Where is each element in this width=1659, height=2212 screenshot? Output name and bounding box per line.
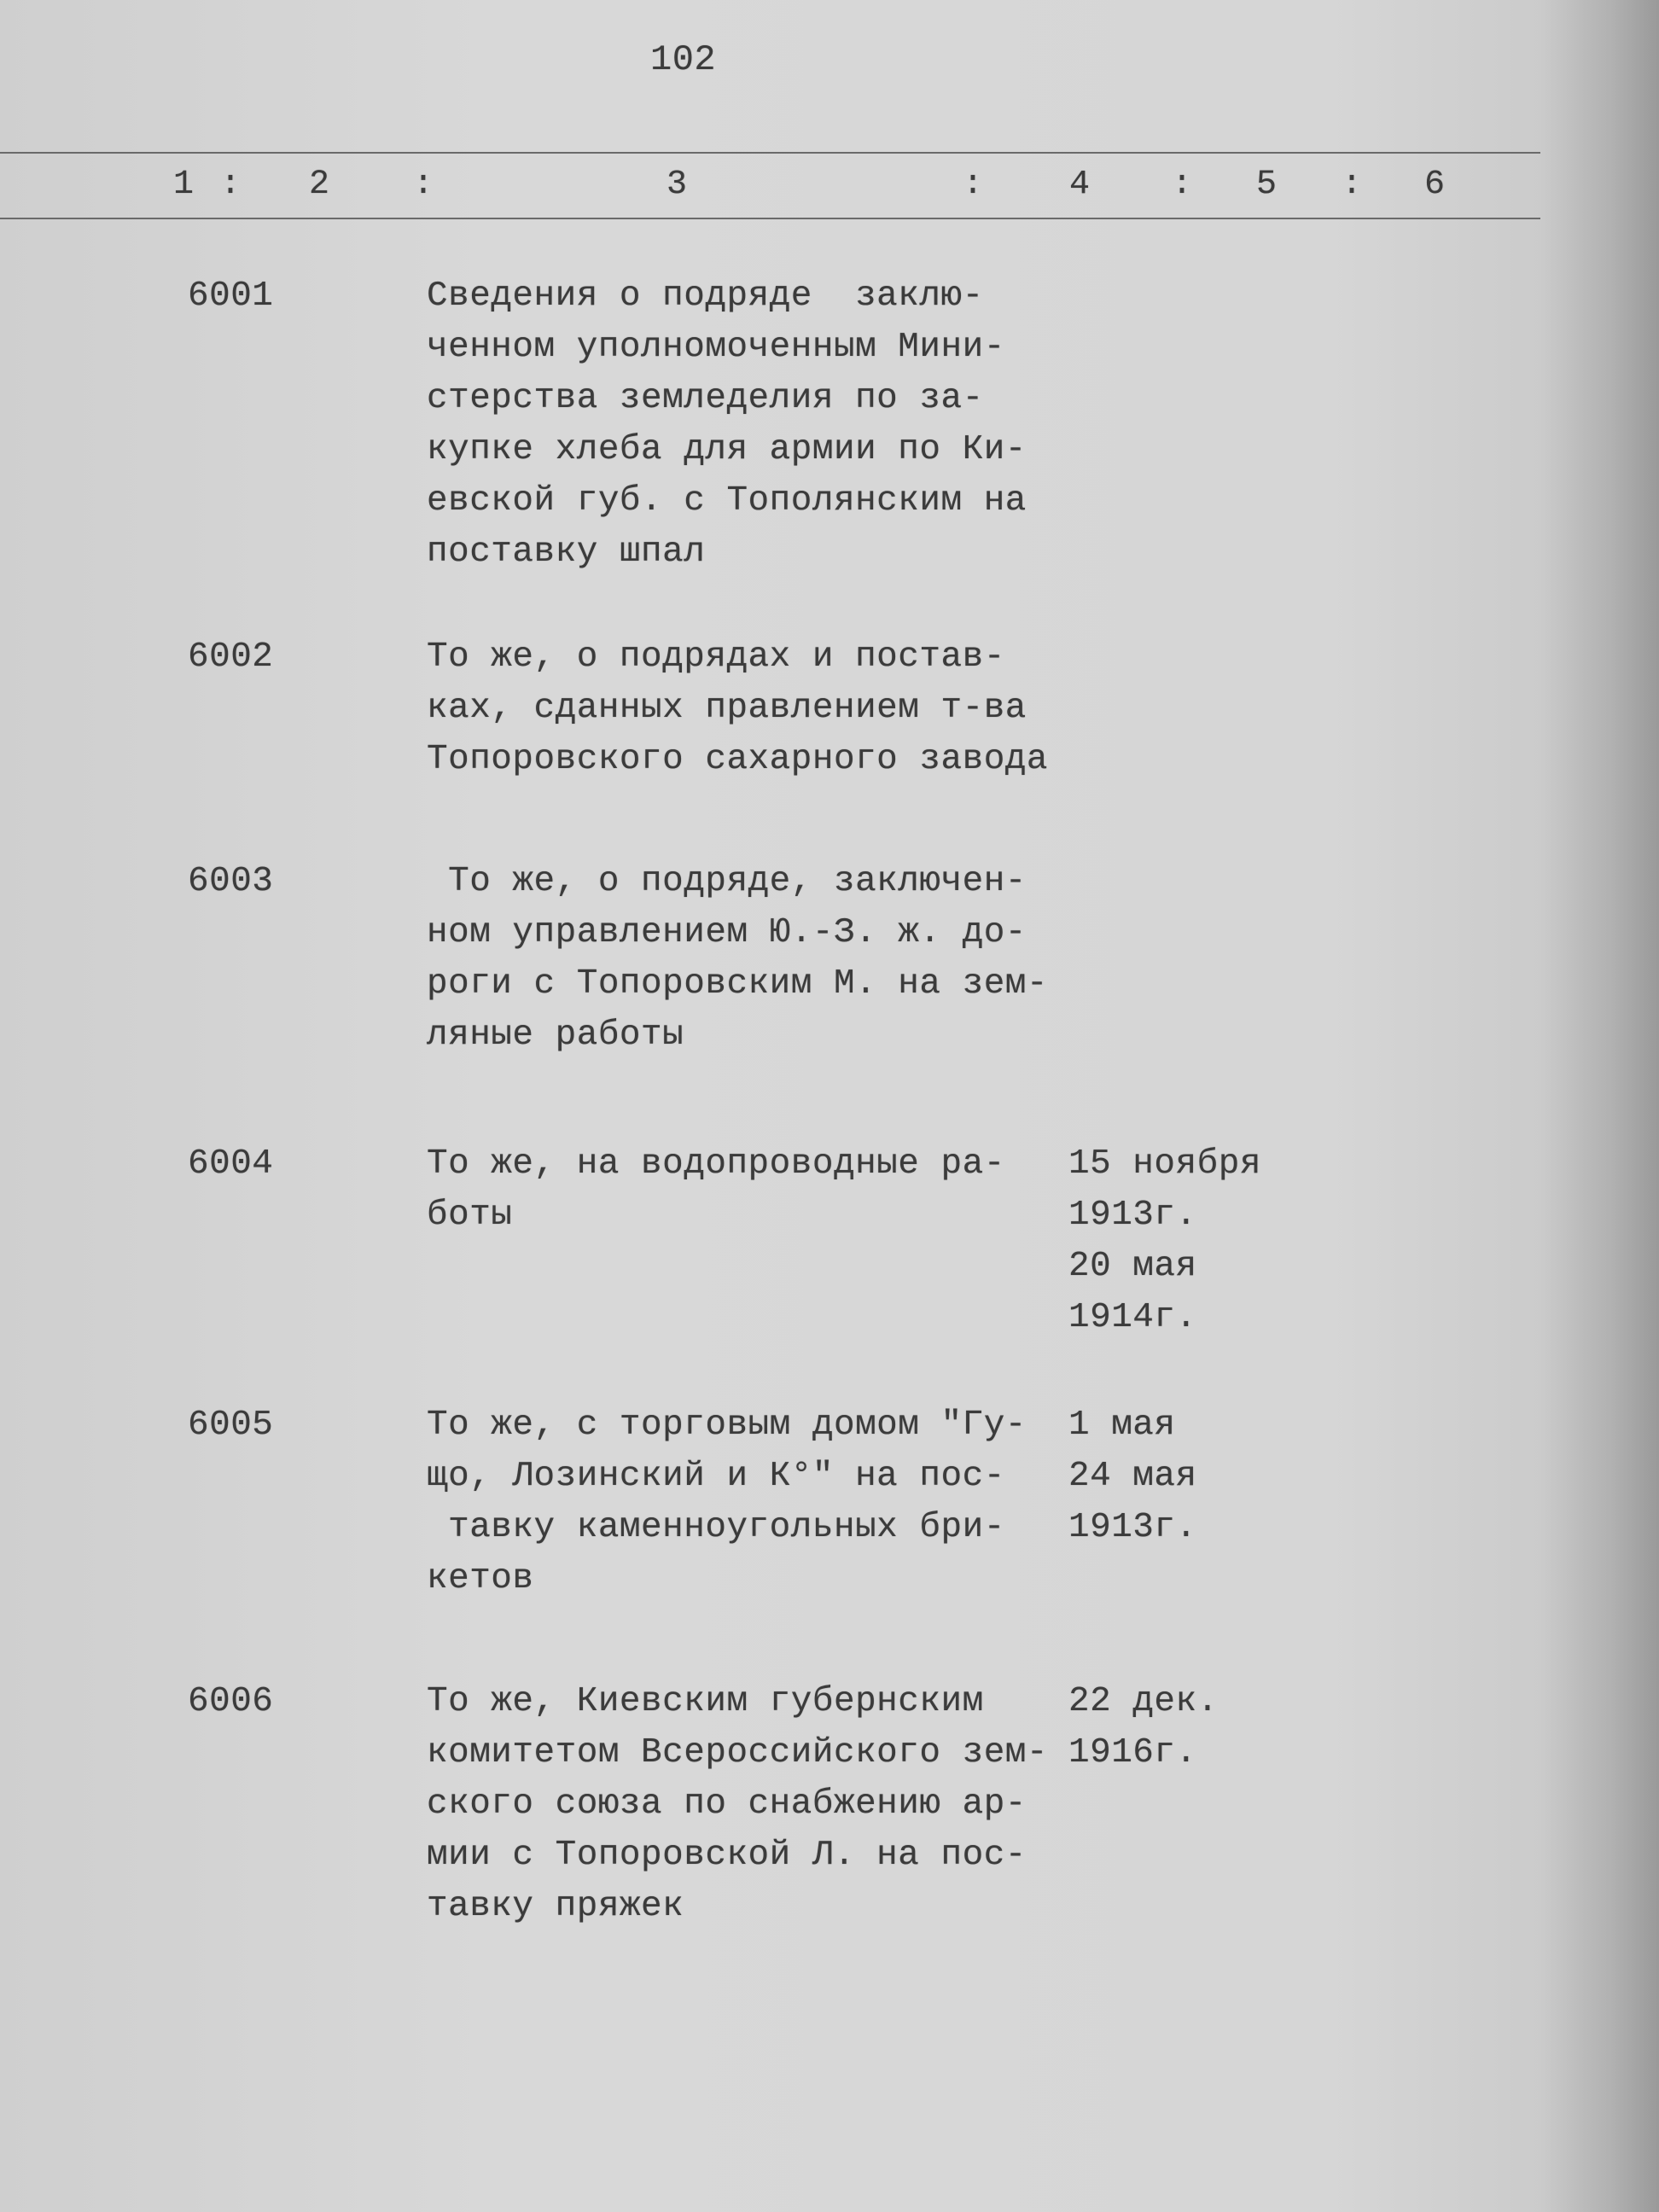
column-separator: : [1342,166,1363,204]
entry-dates [1068,1138,1261,1343]
entry-description [427,856,1048,1061]
entry-number: 6002 [188,637,274,677]
date-line: 20 мая [1068,1247,1197,1286]
page-number: 102 [650,39,717,80]
description-line: стерства земледелия по за- [427,379,984,418]
date-line: 22 дек. [1068,1682,1219,1721]
description-line: Сведения о подряде заклю- [427,276,984,316]
description-line: ского союза по снабжению ар- [427,1784,1027,1824]
description-line: То же, о подрядах и постав- [427,637,1005,677]
description-line: тавку каменноугольных бри- [427,1508,1005,1547]
entry-number: 6003 [188,862,274,901]
date-line: 24 мая [1068,1457,1197,1496]
column-separator: : [413,166,434,204]
date-line: 1913г. [1068,1508,1197,1547]
date-line: 1916г. [1068,1733,1197,1773]
entry-description [427,271,1027,578]
column-header-1: 1 [173,166,195,204]
description-line: ном управлением Ю.-З. ж. до- [427,913,1027,952]
description-line: То же, на водопроводные ра- [427,1144,1005,1184]
description-line: поставку шпал [427,533,706,572]
description-line: ченном уполномоченным Мини- [427,328,1005,367]
description-line: Топоровского сахарного завода [427,740,1049,779]
entry-description [427,632,1048,785]
entry-description [427,1400,1027,1604]
column-header-5: 5 [1256,166,1278,204]
column-separator: : [220,166,242,204]
entry-dates [1068,1676,1219,1778]
date-line: 1 мая [1068,1406,1176,1445]
description-line: мии с Топоровской Л. на пос- [427,1836,1027,1875]
entry-number: 6006 [188,1682,274,1721]
date-line: 1913г. [1068,1196,1197,1235]
column-header-4: 4 [1069,166,1091,204]
description-line: роги с Топоровским М. на зем- [427,964,1049,1004]
entry-number: 6005 [188,1406,274,1445]
date-line: 1914г. [1068,1298,1197,1337]
description-line: ляные работы [427,1016,684,1055]
description-line: ках, сданных правлением т-ва [427,689,1027,728]
column-header-6: 6 [1424,166,1446,204]
page-edge-shadow [1540,0,1659,2212]
description-line: евской губ. с Тополянским на [427,481,1027,521]
description-line: купке хлеба для армии по Ки- [427,430,1027,469]
column-separator: : [1172,166,1193,204]
description-line: То же, с торговым домом "Гу- [427,1406,1027,1445]
description-line: боты [427,1196,513,1235]
column-header-2: 2 [309,166,330,204]
column-separator: : [963,166,984,204]
entry-number: 6001 [188,276,274,316]
description-line: То же, о подряде, заключен- [427,862,1027,901]
date-line: 15 ноября [1068,1144,1261,1184]
description-line: комитетом Всероссийского зем- [427,1733,1049,1773]
column-header-3: 3 [667,166,688,204]
description-line: То же, Киевским губернским [427,1682,984,1721]
entry-description [427,1676,1048,1932]
description-line: кетов [427,1559,534,1598]
header-bottom-rule [0,218,1540,219]
entry-dates [1068,1400,1197,1553]
header-top-rule [0,152,1540,154]
description-line: що, Лозинский и К°" на пос- [427,1457,1005,1496]
entry-number: 6004 [188,1144,274,1184]
description-line: тавку пряжек [427,1887,684,1926]
entry-description [427,1138,1005,1241]
